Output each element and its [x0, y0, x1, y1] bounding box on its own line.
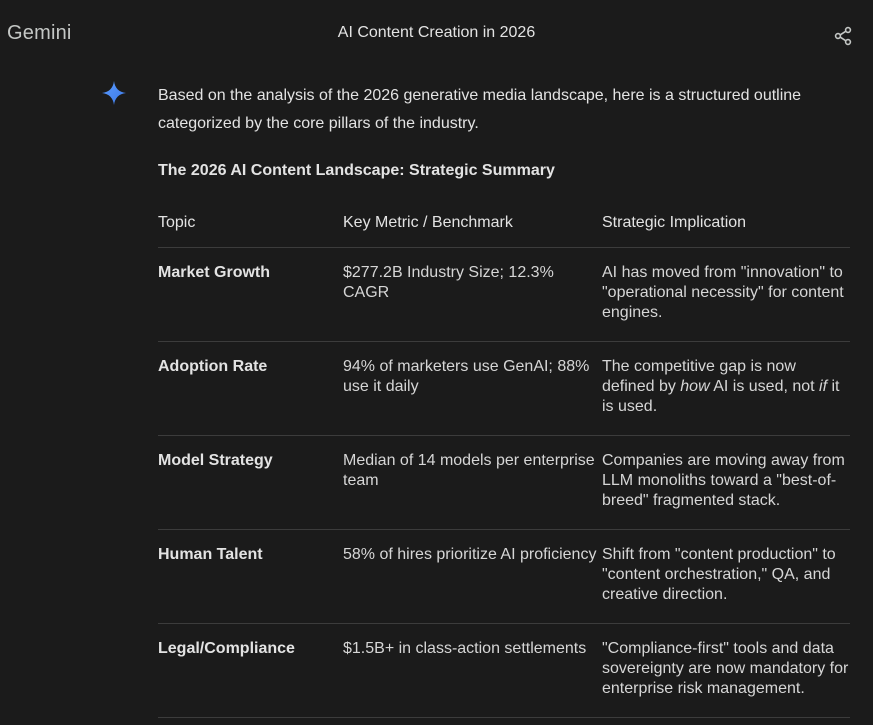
share-icon[interactable] [833, 26, 853, 46]
section-heading: The 2026 AI Content Landscape: Strategic Summary [158, 162, 555, 179]
topic-cell: Model Strategy [158, 436, 343, 530]
topic-cell: Human Talent [158, 530, 343, 624]
table-row [158, 436, 850, 530]
conversation-title: AI Content Creation in 2026 [337, 24, 536, 41]
intro-paragraph: Based on the analysis of the 2026 generative media landscape, here is a structured outline categorized by the core pillars of the industry. [158, 87, 802, 132]
implication-emphasis: if [819, 378, 828, 395]
implication-cell: Shift from "content production" to "content orchestration," QA, and creative direction. [602, 530, 850, 624]
column-header-topic: Topic [158, 202, 343, 248]
implication-cell: Companies are moving away from LLM monoliths toward a "best-of-breed" fragmented stack. [602, 436, 850, 530]
app-brand[interactable]: Gemini [7, 22, 72, 44]
column-header-metric: Key Metric / Benchmark [343, 202, 602, 248]
topic-cell: Market Growth [158, 248, 343, 342]
column-header-implication: Strategic Implication [602, 202, 850, 248]
metric-cell: $277.2B Industry Size; 12.3% CAGR [343, 248, 602, 342]
implication-cell [602, 342, 850, 436]
implication-cell: "Compliance-first" tools and data sovereignty are now mandatory for enterprise risk management. [602, 624, 850, 718]
table-row [158, 530, 850, 624]
metric-cell: Median of 14 models per enterprise team [343, 436, 602, 530]
topic-cell: Legal/Compliance [158, 624, 343, 718]
response-body [158, 82, 858, 718]
summary-table [158, 202, 850, 718]
metric-cell: $1.5B+ in class-action settlements [343, 624, 602, 718]
implication-text: it is used. [602, 378, 840, 415]
table-row [158, 624, 850, 718]
implication-emphasis: how [680, 378, 710, 395]
implication-text: The competitive gap is now defined by [602, 358, 796, 395]
share-icon-graphic [833, 26, 853, 46]
metric-cell: 94% of marketers use GenAI; 88% use it daily [343, 342, 602, 436]
metric-cell: 58% of hires prioritize AI proficiency [343, 530, 602, 624]
table-row [158, 248, 850, 342]
table-header-row [158, 202, 850, 248]
topic-cell: Adoption Rate [158, 342, 343, 436]
table-row [158, 342, 850, 436]
top-bar [0, 0, 873, 68]
implication-cell: AI has moved from "innovation" to "operational necessity" for content engines. [602, 248, 850, 342]
gemini-spark-icon [101, 80, 127, 106]
implication-text: AI is used, not [709, 378, 820, 395]
